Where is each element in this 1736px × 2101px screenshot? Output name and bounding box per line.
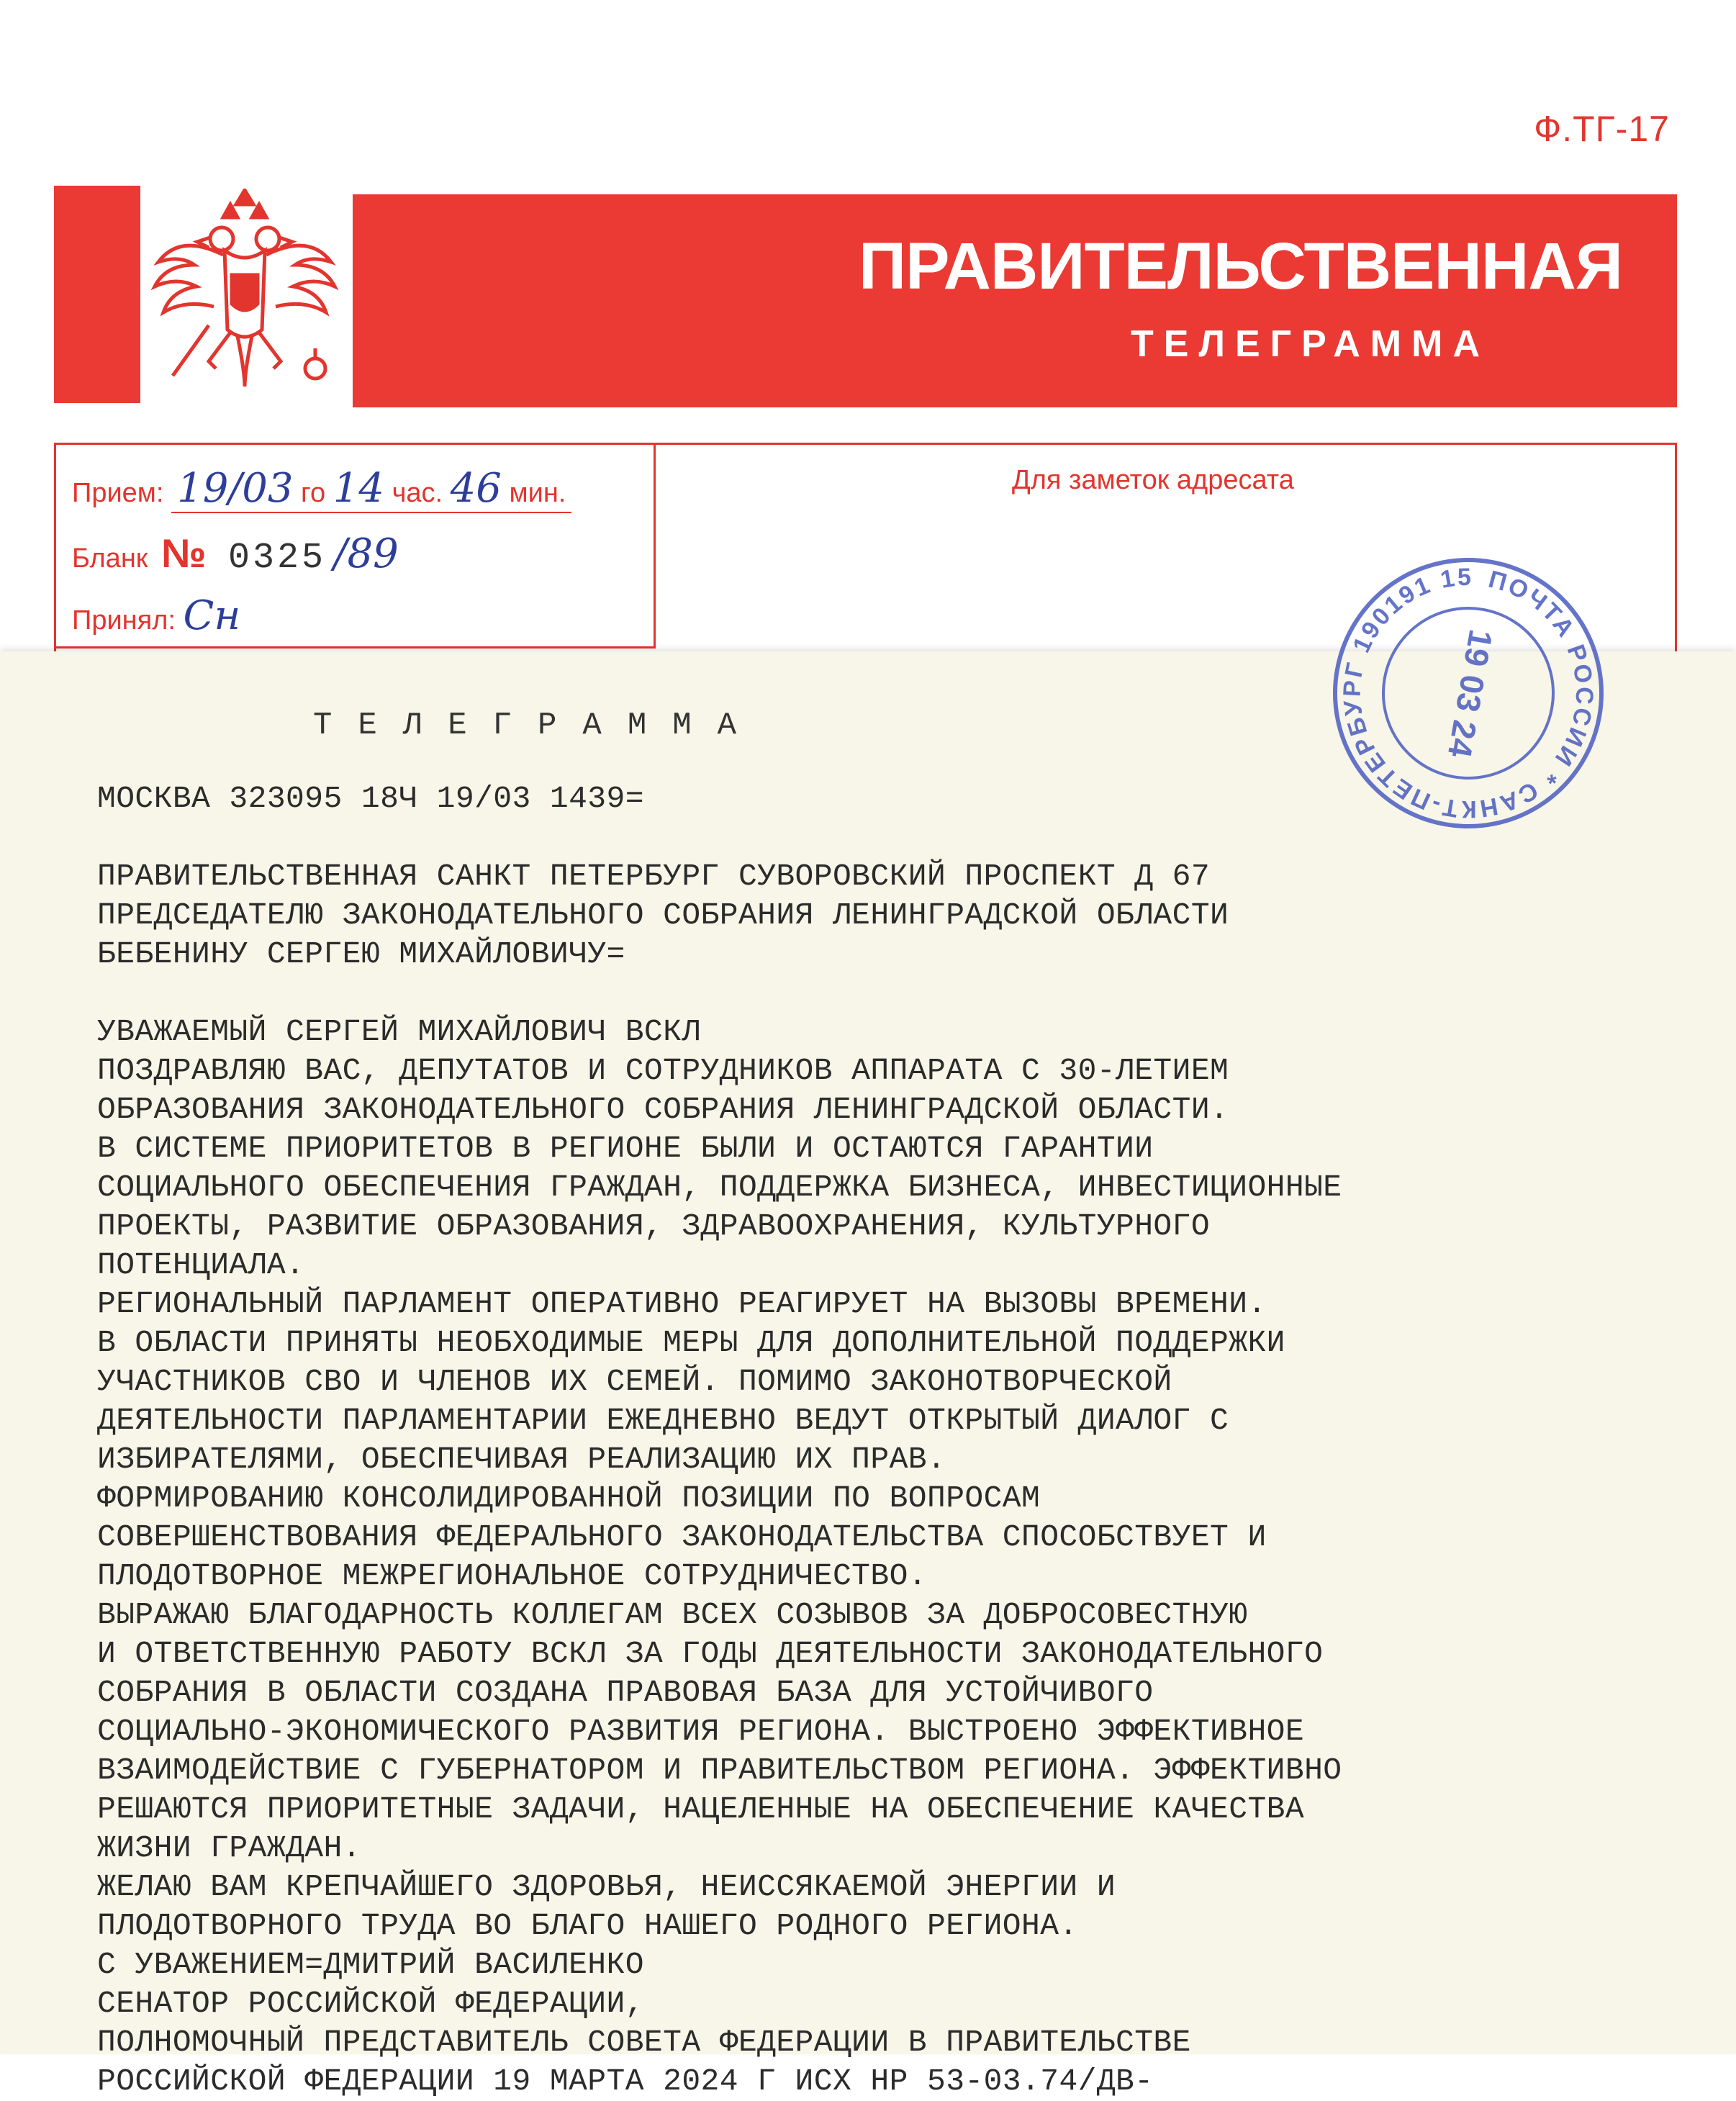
minute-label: мин. <box>509 478 566 508</box>
telegram-line: РОССИЙСКОЙ ФЕДЕРАЦИИ 19 МАРТА 2024 Г ИСХ НР 53-03.74/ДВ- <box>97 2064 1154 2099</box>
double-headed-eagle-icon <box>144 189 345 405</box>
telegram-line: И ОТВЕТСТВЕННУЮ РАБОТУ ВСКЛ ЗА ГОДЫ ДЕЯТЕЛЬНОСТИ ЗАКОНОДАТЕЛЬНОГО <box>97 1636 1324 1671</box>
reception-label: Прием: <box>72 478 164 508</box>
blank-number-row <box>72 530 399 579</box>
reception-minute: 46 <box>450 465 502 512</box>
postal-stamp <box>1328 553 1609 833</box>
telegram-line: ВЗАИМОДЕЙСТВИЕ С ГУБЕРНАТОРОМ И ПРАВИТЕЛЬСТВОМ РЕГИОНА. ЭФФЕКТИВНО <box>97 1753 1342 1788</box>
telegram-line: ЖИЗНИ ГРАЖДАН. <box>97 1830 361 1866</box>
telegram-line: ПЛОДОТВОРНОЕ МЕЖРЕГИОНАЛЬНОЕ СОТРУДНИЧЕСТВО. <box>97 1558 927 1594</box>
telegram-line: СОЦИАЛЬНО-ЭКОНОМИЧЕСКОГО РАЗВИТИЯ РЕГИОНА. ВЫСТРОЕНО ЭФФЕКТИВНОЕ <box>97 1714 1305 1749</box>
title-banner <box>353 194 1677 407</box>
telegram-line <box>97 974 1709 1013</box>
telegram-line: ПРАВИТЕЛЬСТВЕННАЯ САНКТ ПЕТЕРБУРГ СУВОРОВСКИЙ ПРОСПЕКТ Д 67 <box>97 859 1211 894</box>
notes-label: Для заметок адресата <box>1012 465 1294 495</box>
telegram-line: СОЦИАЛЬНОГО ОБЕСПЕЧЕНИЯ ГРАЖДАН, ПОДДЕРЖКА БИЗНЕСА, ИНВЕСТИЦИОННЫЕ <box>97 1170 1342 1205</box>
telegram-body <box>97 780 1709 2101</box>
telegram-line: ВЫРАЖАЮ БЛАГОДАРНОСТЬ КОЛЛЕГАМ ВСЕХ СОЗЫВОВ ЗА ДОБРОСОВЕСТНУЮ <box>97 1597 1248 1632</box>
number-sign: № <box>161 530 207 576</box>
telegram-line: ИЗБИРАТЕЛЯМИ, ОБЕСПЕЧИВАЯ РЕАЛИЗАЦИЮ ИХ ПРАВ. <box>97 1442 946 1477</box>
telegram-line: СОБРАНИЯ В ОБЛАСТИ СОЗДАНА ПРАВОВАЯ БАЗА ДЛЯ УСТОЙЧИВОГО <box>97 1675 1154 1710</box>
telegram-line: БЕБЕНИНУ СЕРГЕЮ МИХАЙЛОВИЧУ= <box>97 936 625 972</box>
telegram-line: СОВЕРШЕНСТВОВАНИЯ ФЕДЕРАЛЬНОГО ЗАКОНОДАТЕЛЬСТВА СПОСОБСТВУЕТ И <box>97 1519 1267 1555</box>
stamp-date: 19 03 24 <box>1440 626 1501 761</box>
telegram-line: МОСКВА 323095 18Ч 19/03 1439= <box>97 781 644 816</box>
telegram-header: ТЕЛЕГРАММА <box>313 708 763 744</box>
telegram-line: ПРЕДСЕДАТЕЛЮ ЗАКОНОДАТЕЛЬНОГО СОБРАНИЯ ЛЕНИНГРАДСКОЙ ОБЛАСТИ <box>97 898 1229 933</box>
year-label: го <box>301 478 326 508</box>
telegram-line: УВАЖАЕМЫЙ СЕРГЕЙ МИХАЙЛОВИЧ ВСКЛ <box>97 1014 701 1049</box>
accepted-label: Принял: <box>72 605 176 636</box>
telegram-line: С УВАЖЕНИЕМ=ДМИТРИЙ ВАСИЛЕНКО <box>97 1947 644 1982</box>
banner-title: ПРАВИТЕЛЬСТВЕННАЯ <box>859 230 1622 303</box>
hour-label: час. <box>392 478 443 508</box>
reception-date: 19/03 <box>177 465 294 512</box>
telegram-line: ДЕЯТЕЛЬНОСТИ ПАРЛАМЕНТАРИИ ЕЖЕДНЕВНО ВЕДУТ ОТКРЫТЫЙ ДИАЛОГ С <box>97 1403 1229 1438</box>
telegram-line: В ОБЛАСТИ ПРИНЯТЫ НЕОБХОДИМЫЕ МЕРЫ ДЛЯ ДОПОЛНИТЕЛЬНОЙ ПОДДЕРЖКИ <box>97 1325 1285 1360</box>
blank-label: Бланк <box>72 543 148 574</box>
telegram-line: ПОЛНОМОЧНЫЙ ПРЕДСТАВИТЕЛЬ СОВЕТА ФЕДЕРАЦИИ В ПРАВИТЕЛЬСТВЕ <box>97 2025 1191 2060</box>
telegram-paper <box>0 651 1736 2099</box>
telegram-line: РЕГИОНАЛЬНЫЙ ПАРЛАМЕНТ ОПЕРАТИВНО РЕАГИРУЕТ НА ВЫЗОВЫ ВРЕМЕНИ. <box>97 1286 1267 1321</box>
telegram-line: ФОРМИРОВАНИЮ КОНСОЛИДИРОВАННОЙ ПОЗИЦИИ ПО ВОПРОСАМ <box>97 1481 1041 1516</box>
telegram-line: ПОТЕНЦИАЛА. <box>97 1247 305 1283</box>
stamp-text: ПОЧТА РОССИИ * САНКТ-ПЕТЕРБУРГ 190191 15 <box>1338 563 1599 823</box>
telegram-line: ОБРАЗОВАНИЯ ЗАКОНОДАТЕЛЬНОГО СОБРАНИЯ ЛЕНИНГРАДСКОЙ ОБЛАСТИ. <box>97 1092 1229 1127</box>
reception-line <box>171 465 571 513</box>
coat-of-arms-emblem <box>144 189 345 405</box>
telegram-line: УЧАСТНИКОВ СВО И ЧЛЕНОВ ИХ СЕМЕЙ. ПОМИМО ЗАКОНОТВОРЧЕСКОЙ <box>97 1364 1172 1399</box>
telegram-line: ЖЕЛАЮ ВАМ КРЕПЧАЙШЕГО ЗДОРОВЬЯ, НЕИССЯКАЕМОЙ ЭНЕРГИИ И <box>97 1869 1116 1905</box>
reception-time-row <box>72 465 571 513</box>
telegram-line: ПРОЕКТЫ, РАЗВИТИЕ ОБРАЗОВАНИЯ, ЗДРАВООХРАНЕНИЯ, КУЛЬТУРНОГО <box>97 1208 1211 1244</box>
postmark-icon <box>1328 553 1609 833</box>
banner-subtitle: ТЕЛЕГРАММА <box>1131 323 1490 365</box>
telegram-line: ПЛОДОТВОРНОГО ТРУДА ВО БЛАГО НАШЕГО РОДНОГО РЕГИОНА. <box>97 1908 1078 1943</box>
accepted-row <box>72 592 240 639</box>
reception-fields <box>56 445 656 649</box>
red-side-bar <box>54 186 140 403</box>
accepted-signature: Сн <box>183 592 241 639</box>
blank-handwritten-suffix: /89 <box>333 530 399 577</box>
reception-hour: 14 <box>333 465 385 512</box>
form-code: Ф.ТГ-17 <box>1534 109 1670 149</box>
telegram-line: ПОЗДРАВЛЯЮ ВАС, ДЕПУТАТОВ И СОТРУДНИКОВ АППАРАТА С 30-ЛЕТИЕМ <box>97 1053 1229 1088</box>
telegram-line: РЕШАЮТСЯ ПРИОРИТЕТНЫЕ ЗАДАЧИ, НАЦЕЛЕННЫЕ НА ОБЕСПЕЧЕНИЕ КАЧЕСТВА <box>97 1792 1305 1827</box>
telegram-line: СЕНАТОР РОССИЙСКОЙ ФЕДЕРАЦИИ, <box>97 1986 644 2021</box>
telegram-line: В СИСТЕМЕ ПРИОРИТЕТОВ В РЕГИОНЕ БЫЛИ И ОСТАЮТСЯ ГАРАНТИИ <box>97 1131 1154 1166</box>
blank-number: 0325 <box>228 538 327 579</box>
